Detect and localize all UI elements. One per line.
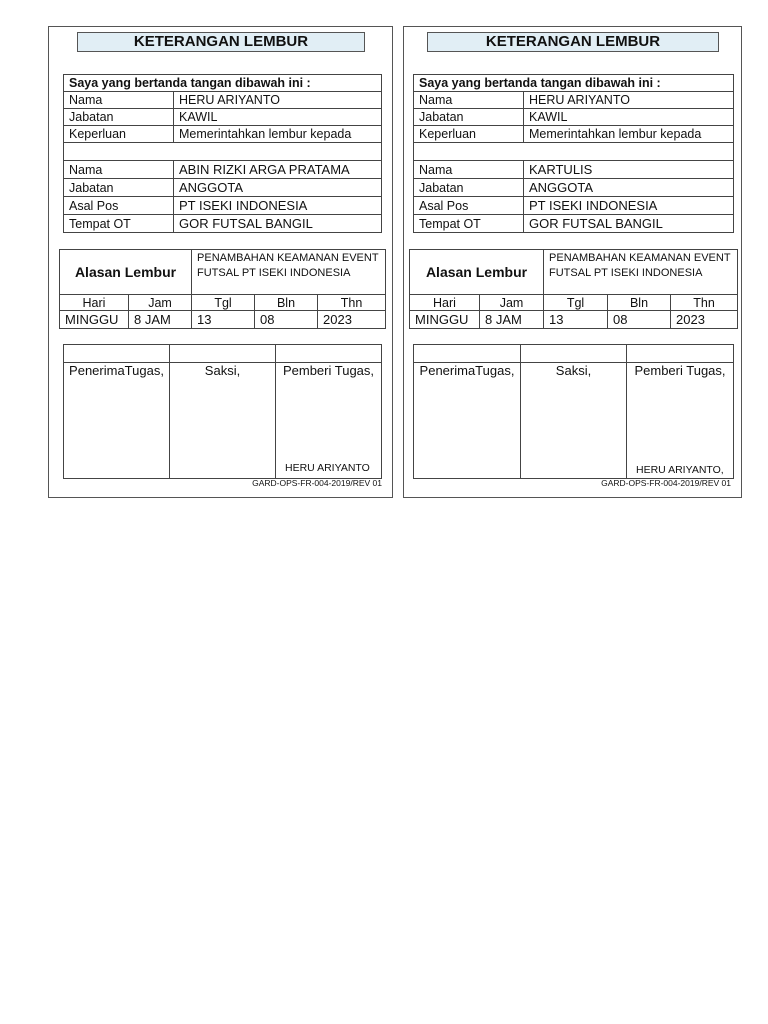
issuer-keperluan: Memerintahkan lembur kepada	[174, 126, 382, 143]
keperluan-label: Keperluan	[414, 126, 524, 143]
jabatan-label: Jabatan	[64, 179, 174, 197]
saksi-label: Saksi,	[555, 363, 592, 378]
tgl-header: Tgl	[544, 295, 608, 311]
sig-header-cell	[276, 345, 382, 363]
saksi-label: Saksi,	[204, 363, 241, 378]
nama-label: Nama	[64, 161, 174, 179]
signature-table	[63, 344, 382, 479]
signature-table	[413, 344, 734, 479]
jabatan-label: Jabatan	[414, 109, 524, 126]
spacer-row	[64, 143, 382, 161]
penerima-tugas-cell	[414, 363, 521, 479]
hari-header: Hari	[60, 295, 129, 311]
jam-value: 8 JAM	[129, 311, 192, 329]
sig-header-cell	[627, 345, 734, 363]
hari-value: MINGGU	[60, 311, 129, 329]
worker-asal-pos: PT ISEKI INDONESIA	[174, 197, 382, 215]
sig-header-cell	[414, 345, 521, 363]
thn-header: Thn	[318, 295, 386, 311]
issuer-nama: HERU ARIYANTO	[174, 92, 382, 109]
jam-value: 8 JAM	[480, 311, 544, 329]
intro-text: Saya yang bertanda tangan dibawah ini :	[64, 75, 382, 92]
worker-jabatan: ANGGOTA	[174, 179, 382, 197]
issuer-jabatan: KAWIL	[524, 109, 734, 126]
jam-header: Jam	[129, 295, 192, 311]
worker-asal-pos: PT ISEKI INDONESIA	[524, 197, 734, 215]
form-code: GARD-OPS-FR-004-2019/REV 01	[601, 478, 731, 488]
pemberi-tugas-name: HERU ARIYANTO	[285, 462, 370, 474]
bln-header: Bln	[255, 295, 318, 311]
intro-text: Saya yang bertanda tangan dibawah ini :	[414, 75, 734, 92]
penerima-tugas-cell	[64, 363, 170, 479]
issuer-table	[63, 74, 382, 233]
bln-value: 08	[608, 311, 671, 329]
jam-header: Jam	[480, 295, 544, 311]
thn-value: 2023	[671, 311, 738, 329]
asal-pos-label: Asal Pos	[414, 197, 524, 215]
form-code: GARD-OPS-FR-004-2019/REV 01	[252, 478, 382, 488]
sig-header-cell	[64, 345, 170, 363]
pemberi-tugas-label: Pemberi Tugas,	[634, 363, 726, 378]
worker-nama: KARTULIS	[524, 161, 734, 179]
nama-label: Nama	[414, 92, 524, 109]
worker-jabatan: ANGGOTA	[524, 179, 734, 197]
reason-table	[59, 249, 386, 329]
bln-header: Bln	[608, 295, 671, 311]
alasan-label: Alasan Lembur	[60, 250, 192, 295]
penerima-tugas-label: PenerimaTugas,	[419, 363, 515, 378]
tgl-header: Tgl	[192, 295, 255, 311]
worker-nama: ABIN RIZKI ARGA PRATAMA	[174, 161, 382, 179]
pemberi-tugas-name: HERU ARIYANTO,	[636, 464, 724, 476]
keperluan-label: Keperluan	[64, 126, 174, 143]
alasan-label: Alasan Lembur	[410, 250, 544, 295]
hari-header: Hari	[410, 295, 480, 311]
issuer-keperluan: Memerintahkan lembur kepada	[524, 126, 734, 143]
saksi-cell	[521, 363, 627, 479]
card-title: KETERANGAN LEMBUR	[427, 32, 719, 52]
hari-value: MINGGU	[410, 311, 480, 329]
jabatan-label: Jabatan	[64, 109, 174, 126]
tgl-value: 13	[544, 311, 608, 329]
jabatan-label: Jabatan	[414, 179, 524, 197]
issuer-jabatan: KAWIL	[174, 109, 382, 126]
nama-label: Nama	[64, 92, 174, 109]
tempat-ot-label: Tempat OT	[414, 215, 524, 233]
overtime-card-1	[48, 26, 393, 498]
tempat-ot-label: Tempat OT	[64, 215, 174, 233]
tgl-value: 13	[192, 311, 255, 329]
alasan-text: PENAMBAHAN KEAMANAN EVENT FUTSAL PT ISEKI INDONESIA	[192, 250, 386, 295]
worker-tempat-ot: GOR FUTSAL BANGIL	[524, 215, 734, 233]
saksi-cell	[170, 363, 276, 479]
worker-tempat-ot: GOR FUTSAL BANGIL	[174, 215, 382, 233]
issuer-nama: HERU ARIYANTO	[524, 92, 734, 109]
asal-pos-label: Asal Pos	[64, 197, 174, 215]
overtime-card-2	[403, 26, 742, 498]
reason-table	[409, 249, 738, 329]
sig-header-cell	[521, 345, 627, 363]
issuer-table	[413, 74, 734, 233]
nama-label: Nama	[414, 161, 524, 179]
pemberi-tugas-label: Pemberi Tugas,	[282, 363, 375, 378]
bln-value: 08	[255, 311, 318, 329]
card-title: KETERANGAN LEMBUR	[77, 32, 365, 52]
thn-header: Thn	[671, 295, 738, 311]
penerima-tugas-label: PenerimaTugas,	[69, 363, 164, 378]
spacer-row	[414, 143, 734, 161]
sig-header-cell	[170, 345, 276, 363]
thn-value: 2023	[318, 311, 386, 329]
pemberi-tugas-cell	[627, 363, 734, 479]
alasan-text: PENAMBAHAN KEAMANAN EVENT FUTSAL PT ISEKI INDONESIA	[544, 250, 738, 295]
